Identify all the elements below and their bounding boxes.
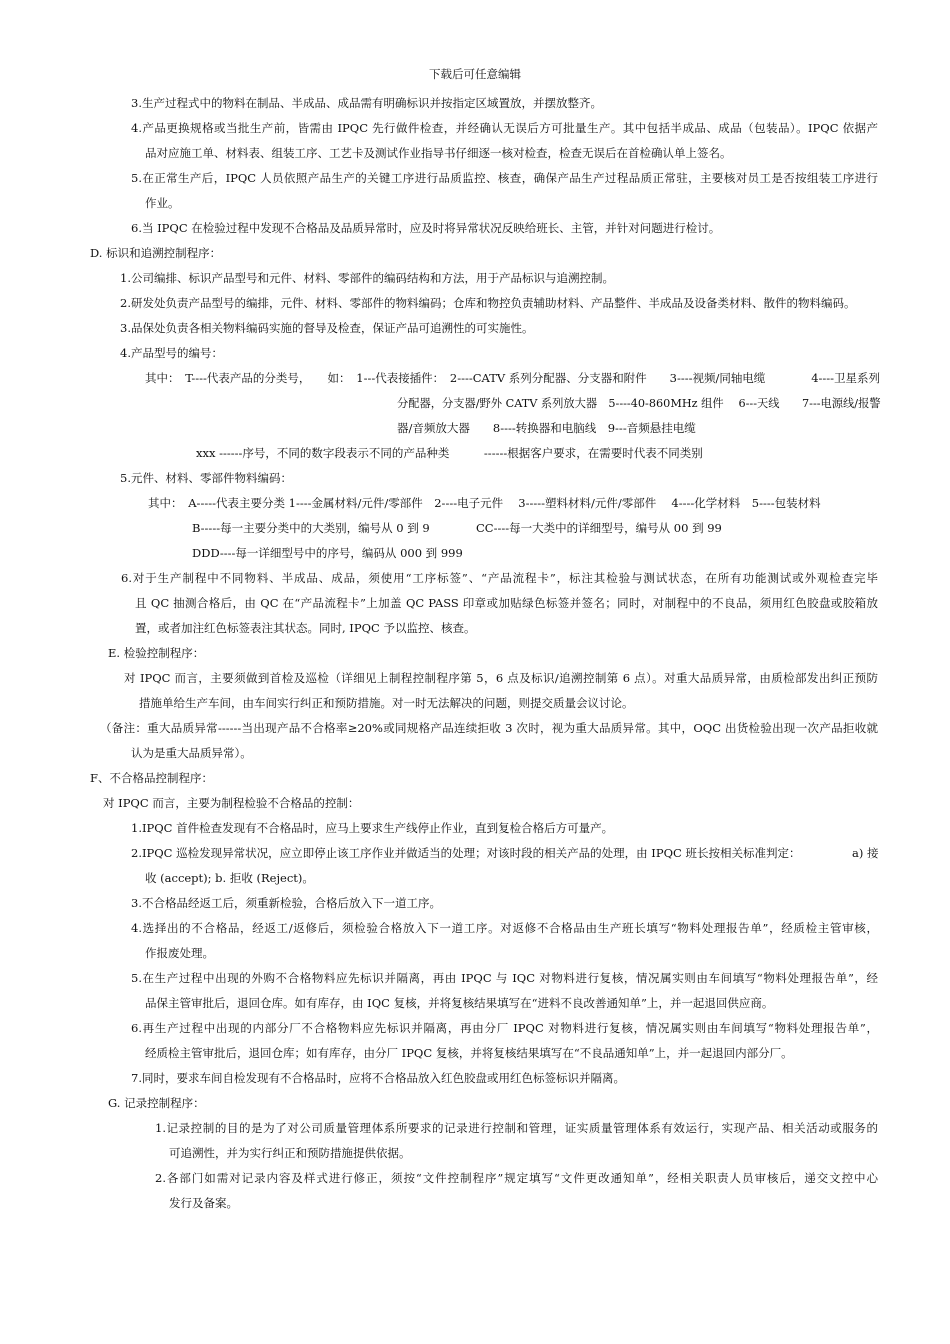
section-heading: E. 检验控制程序： xyxy=(108,646,205,660)
paragraph-line: 分配器，分支器/野外 CATV 系列放大器 5----40-860MHz 组件 6---天线 7---电源线/报警 xyxy=(397,396,881,410)
section-heading: D. 标识和追溯控制程序： xyxy=(90,246,222,260)
paragraph-line: 认为是重大品质异常）。 xyxy=(131,746,252,760)
paragraph-line: 2.各部门如需对记录内容及样式进行修正，须按“文件控制程序”规定填写“文件更改通知单”，经相关职责人员审核后，递交文控中心 xyxy=(155,1171,878,1185)
paragraph-line: 置，或者加注红色标签表注其状态。同时, IPQC 予以监控、核查。 xyxy=(135,621,476,635)
paragraph-line: 1.公司编排、标识产品型号和元件、材料、零部件的编码结构和方法，用于产品标识与追溯控制。 xyxy=(120,271,614,285)
paragraph-line: 6.对于生产制程中不同物料、半成品、成品，须使用“工序标签”、“产品流程卡”，标注其检验与测试状态，在所有功能测试或外观检查完毕 xyxy=(121,571,878,585)
paragraph-line: 4.产品更换规格或当批生产前，皆需由 IPQC 先行做件检查，并经确认无误后方可批量生产。其中包括半成品、成品（包装品）。IPQC 依据产 xyxy=(131,121,878,135)
paragraph-line: a) 接 xyxy=(852,846,879,860)
paragraph-line: 3.生产过程式中的物料在制品、半成品、成品需有明确标识并按指定区域置放，并摆放整齐。 xyxy=(131,96,602,110)
paragraph-line: 对 IPQC 而言，主要须做到首检及巡检（详细见上制程控制程序第 5，6 点及标识/追溯控制第 6 点）。对重大品质异常，由质检部发出纠正预防 xyxy=(124,671,878,685)
paragraph-line: 3.品保处负责各相关物料编码实施的督导及检查，保证产品可追溯性的可实施性。 xyxy=(120,321,534,335)
paragraph-line: 1.IPQC 首件检查发现有不合格品时，应马上要求生产线停止作业，直到复检合格后方可量产。 xyxy=(131,821,614,835)
paragraph-line: 2.研发处负责产品型号的编排，元件、材料、零部件的物料编码；仓库和物控负责辅助材料、产品整件、半成品及设备类材料、散件的物料编码。 xyxy=(120,296,856,310)
paragraph-line: 经质检主管审批后，退回仓库；如有库存，由分厂 IPQC 复核，并将复核结果填写在“不良品通知单”上，并一起退回内部分厂。 xyxy=(145,1046,793,1060)
paragraph-line: DDD----每一详细型号中的序号，编码从 000 到 999 xyxy=(192,546,463,560)
paragraph-line: 对 IPQC 而言，主要为制程检验不合格品的控制： xyxy=(103,796,360,810)
paragraph-line: 5.元件、材料、零部件物料编码： xyxy=(120,471,292,485)
paragraph-line: 品保主管审批后，退回仓库。如有库存，由 IQC 复核，并将复核结果填写在“进料不良改善通知单”上，并一起退回供应商。 xyxy=(145,996,774,1010)
paragraph-line: 4.选择出的不合格品，经返工/返修后，须检验合格放入下一道工序。对返修不合格品由生产班长填写“物料处理报告单”，经质检主管审核， xyxy=(131,921,878,935)
paragraph-line: 1.记录控制的目的是为了对公司质量管理体系所要求的记录进行控制和管理，证实质量管理体系有效运行，实现产品、相关活动或服务的 xyxy=(155,1121,878,1135)
paragraph-line: 4.产品型号的编号： xyxy=(120,346,223,360)
paragraph-line: CC----每一大类中的详细型号，编号从 00 到 99 xyxy=(476,521,722,535)
paragraph-line: 6.再生产过程中出现的内部分厂不合格物料应先标识并隔离，再由分厂 IPQC 对物料进行复核，情况属实则由车间填写“物料处理报告单”， xyxy=(131,1021,878,1035)
paragraph-line: xxx ------序号，不同的数字段表示不同的产品种类 ------根据客户要求，在需要时代表不同类别 xyxy=(196,446,703,460)
section-heading: G. 记录控制程序： xyxy=(108,1096,205,1110)
paragraph-line: 5.在正常生产后，IPQC 人员依照产品生产的关键工序进行品质监控、核查，确保产品生产过程品质正常驻，主要核对员工是否按组装工序进行 xyxy=(131,171,878,185)
paragraph-line: 发行及备案。 xyxy=(169,1196,238,1210)
paragraph-line: 3.不合格品经返工后，须重新检验，合格后放入下一道工序。 xyxy=(131,896,441,910)
paragraph-line: B-----每一主要分类中的大类别，编号从 0 到 9 xyxy=(192,521,430,535)
paragraph-line: 作报废处理。 xyxy=(145,946,214,960)
paragraph-line: 器/音频放大器 8----转换器和电脑线 9---音频悬挂电缆 xyxy=(397,421,696,435)
paragraph-line: 收 (accept); b. 拒收 (Reject)。 xyxy=(145,871,314,885)
paragraph-line: 5.在生产过程中出现的外购不合格物料应先标识并隔离，再由 IPQC 与 IQC 对物料进行复核，情况属实则由车间填写“物料处理报告单”，经 xyxy=(131,971,878,985)
paragraph-line: 其中： T----代表产品的分类号， 如： 1---代表接插件： 2----CATV 系列分配器、分支器和附件 3----视频/同轴电缆 4----卫星系列 xyxy=(145,371,881,385)
paragraph-line: 其中： A-----代表主要分类 1----金属材料/元件/零部件 2----电子元件 3-----塑料材料/元件/零部件 4----化学材料 5----包装材料 xyxy=(148,496,821,510)
paragraph-line: 且 QC 抽测合格后，由 QC 在“产品流程卡”上加盖 QC PASS 印章或加贴绿色标签并签名；同时，对制程中的不良品，须用红色胶盘或胶箱放 xyxy=(135,596,878,610)
paragraph-line: 6.当 IPQC 在检验过程中发现不合格品及品质异常时，应及时将异常状况反映给班长、主管，并针对问题进行检讨。 xyxy=(131,221,721,235)
paragraph-line: 7.同时，要求车间自检发现有不合格品时，应将不合格品放入红色胶盘或用红色标签标识并隔离。 xyxy=(131,1071,625,1085)
section-heading: F、不合格品控制程序： xyxy=(90,771,213,785)
paragraph-line: 2.IPQC 巡检发现异常状况，应立即停止该工序作业并做适当的处理；对该时段的相关产品的处理，由 IPQC 班长按相关标准判定： xyxy=(131,846,801,860)
page-header: 下载后可任意编辑 xyxy=(429,67,521,81)
paragraph-line: 作业。 xyxy=(145,196,180,210)
paragraph-line: 措施单给生产车间，由车间实行纠正和预防措施。对一时无法解决的问题，则提交质量会议讨论。 xyxy=(139,696,634,710)
paragraph-line: 可追溯性，并为实行纠正和预防措施提供依据。 xyxy=(169,1146,411,1160)
paragraph-line: 品对应施工单、材料表、组装工序、工艺卡及测试作业指导书仔细逐一核对检查，检查无误后在首检确认单上签名。 xyxy=(145,146,732,160)
paragraph-line: （备注：重大品质异常------当出现产品不合格率≥20%或同规格产品连续拒收 3 次时，视为重大品质异常。其中，OQC 出货检验出现一次产品拒收就 xyxy=(100,721,878,735)
